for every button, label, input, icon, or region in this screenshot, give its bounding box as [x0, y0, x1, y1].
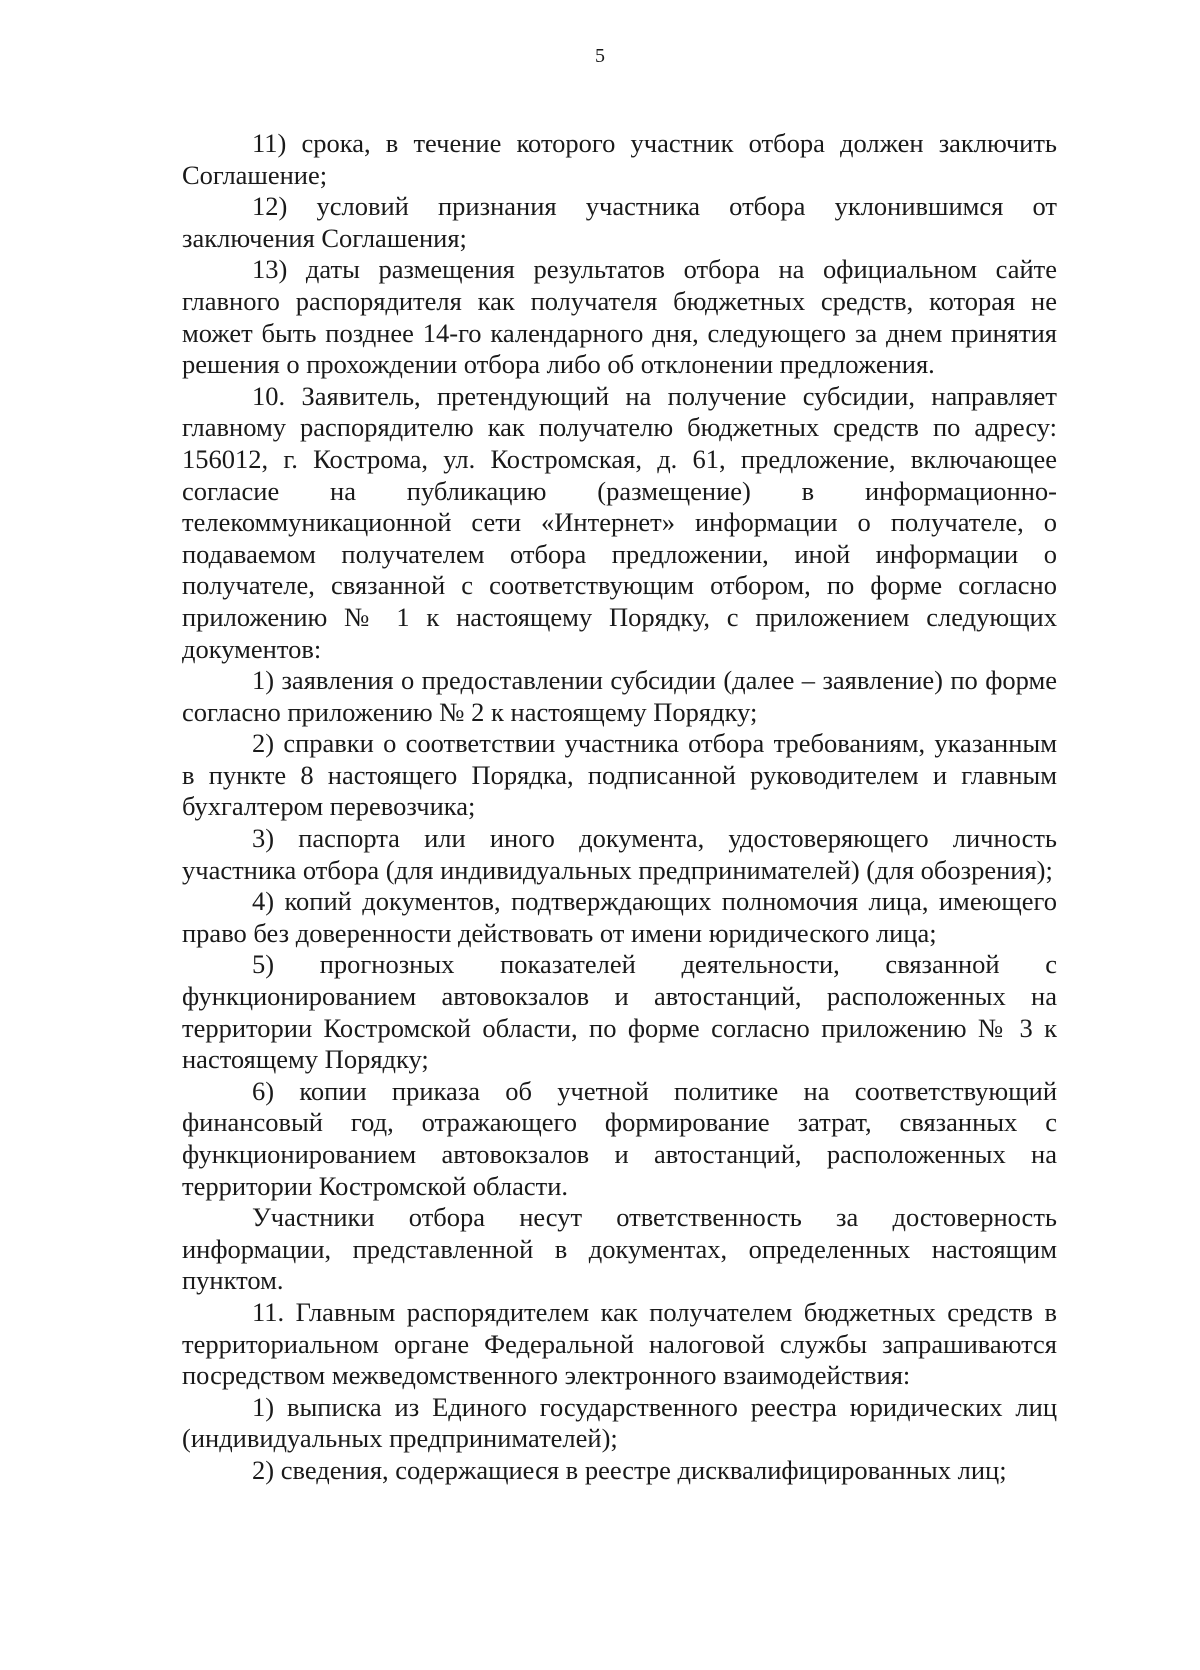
paragraph-clause-11: 11. Главным распорядителем как получателем бюджетных средств в территориальном органе Федеральной налоговой службы запрашиваются посредством межведомственного электронного взаимодействия: — [182, 1296, 1057, 1391]
paragraph-request-1: 1) выписка из Единого государственного реестра юридических лиц (индивидуальных предпринимателей); — [182, 1391, 1057, 1454]
page-number: 5 — [595, 45, 605, 67]
paragraph-doc-3: 3) паспорта или иного документа, удостоверяющего личность участника отбора (для индивидуальных предпринимателей) (для обозрения); — [182, 823, 1057, 885]
paragraph-doc-4: 4) копий документов, подтверждающих полномочия лица, имеющего право без доверенности действовать от имени юридического лица; — [182, 886, 1057, 948]
paragraph-responsibility: Участники отбора несут ответственность за достоверность информации, представленной в документах, определенных настоящим пунктом. — [182, 1202, 1057, 1296]
paragraph-request-2: 2) сведения, содержащиеся в реестре дисквалифицированных лиц; — [252, 1454, 1007, 1485]
paragraph-doc-2: 2) справки о соответствии участника отбора требованиям, указанным в пункте 8 настоящего Порядка, подписанной руководителем и главным бухгалтером перевозчика; — [182, 728, 1057, 822]
paragraph-item-13: 13) даты размещения результатов отбора на официальном сайте главного распорядителя как получателя бюджетных средств, которая не может быть позднее 14-го календарного дня, следующего за днем принятия решения о прохождении отбора либо об отклонении предложения. — [182, 254, 1057, 380]
paragraph-item-11: 11) срока, в течение которого участник отбора должен заключить Соглашение; — [182, 128, 1057, 190]
paragraph-doc-5: 5) прогнозных показателей деятельности, связанной с функционированием автовокзалов и автостанций, расположенных на территории Костромской области, по форме согласно приложению № 3 к настоящему Порядку; — [182, 949, 1057, 1075]
paragraph-doc-6: 6) копии приказа об учетной политике на соответствующий финансовый год, отражающего формирование затрат, связанных с функционированием автовокзалов и автостанций, расположенных на территории Костромской области. — [182, 1075, 1057, 1201]
document-body — [182, 128, 1057, 1487]
paragraph-clause-10: 10. Заявитель, претендующий на получение субсидии, направляет главному распорядителю как получателю бюджетных средств по адресу: 156012, г. Кострома, ул. Костромская, д. 61, предложение, включающее согласие на публикацию (размещение) в информационно-телекоммуникационной сети «Интернет» информации о получателе, о подаваемом получателем отбора предложении, иной информации о получателе, связанной с соответствующим отбором, по форме согласно приложению № 1 к настоящему Порядку, с приложением следующих документов: — [182, 380, 1057, 664]
paragraph-item-12: 12) условий признания участника отбора уклонившимся от заключения Соглашения; — [182, 191, 1057, 253]
paragraph-doc-1: 1) заявления о предоставлении субсидии (далее – заявление) по форме согласно приложению № 2 к настоящему Порядку; — [182, 665, 1057, 727]
